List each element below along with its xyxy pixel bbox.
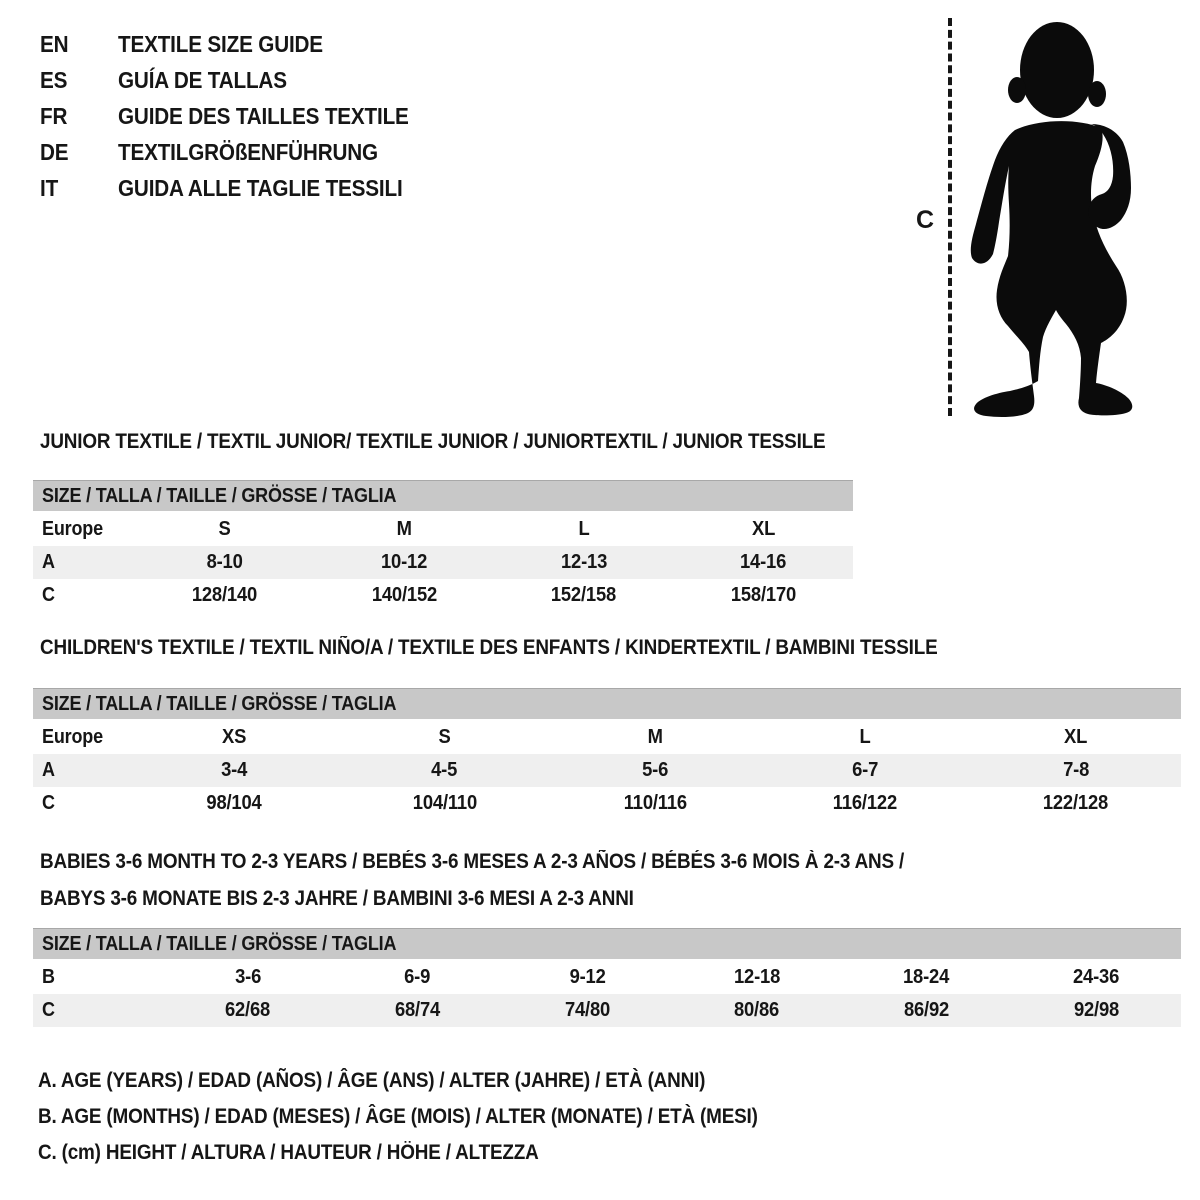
height-cell: 140/152 xyxy=(371,584,437,606)
row-label: C xyxy=(42,584,55,606)
junior-row-height xyxy=(33,579,853,612)
size-header-label: SIZE / TALLA / TAILLE / GRÖSSE / TAGLIA xyxy=(42,933,397,955)
toddler-ear-right xyxy=(1088,81,1106,107)
legend-line-a: A. AGE (YEARS) / EDAD (AÑOS) / ÂGE (ANS) / ALTER (JAHRE) / ETÀ (ANNI) xyxy=(38,1069,706,1092)
babies-row-height xyxy=(33,994,1181,1027)
size-cell: XS xyxy=(222,726,247,748)
age-cell: 6-7 xyxy=(852,759,879,781)
height-cell: 80/86 xyxy=(734,999,780,1021)
toddler-body xyxy=(971,121,1132,417)
toddler-head xyxy=(1020,22,1094,118)
babies-heading-line1: BABIES 3-6 MONTH TO 2-3 YEARS / BEBÉS 3-6 MESES A 2-3 AÑOS / BÉBÉS 3-6 MOIS À 2-3 ANS / xyxy=(40,850,905,873)
height-cell: 122/128 xyxy=(1043,792,1109,814)
title-row-it xyxy=(40,170,441,206)
language-code-it: IT xyxy=(40,174,59,201)
months-cell: 3-6 xyxy=(234,966,261,988)
months-cell: 24-36 xyxy=(1073,966,1120,988)
legend-line-c: C. (cm) HEIGHT / ALTURA / HAUTEUR / HÖHE / ALTEZZA xyxy=(38,1141,539,1164)
size-cell: M xyxy=(647,726,663,748)
age-cell: 14-16 xyxy=(740,551,787,573)
size-header-label: SIZE / TALLA / TAILLE / GRÖSSE / TAGLIA xyxy=(42,485,397,507)
age-cell: 10-12 xyxy=(381,551,428,573)
row-label: B xyxy=(42,966,55,988)
row-label: Europe xyxy=(42,726,103,748)
height-cell: 110/116 xyxy=(623,792,687,814)
size-cell: S xyxy=(218,518,231,540)
babies-row-months xyxy=(33,961,1181,994)
age-cell: 8-10 xyxy=(206,551,243,573)
size-cell: XL xyxy=(751,518,775,540)
junior-size-header-bar xyxy=(33,480,853,511)
height-cell: 104/110 xyxy=(412,792,477,814)
height-cell: 116/122 xyxy=(833,792,898,814)
junior-row-age xyxy=(33,546,853,579)
guide-title-es: GUÍA DE TALLAS xyxy=(118,66,287,93)
title-row-fr xyxy=(40,98,441,134)
children-row-europe xyxy=(33,721,1181,754)
title-row-en xyxy=(40,26,441,62)
height-cell: 68/74 xyxy=(394,999,441,1021)
children-row-height xyxy=(33,787,1181,820)
title-language-list xyxy=(40,26,441,206)
months-cell: 6-9 xyxy=(404,966,431,988)
size-cell: M xyxy=(396,518,412,540)
row-label: C xyxy=(42,999,55,1021)
language-code-en: EN xyxy=(40,30,69,57)
babies-heading-line2: BABYS 3-6 MONATE BIS 2-3 JAHRE / BAMBINI 3-6 MESI A 2-3 ANNI xyxy=(40,887,634,910)
size-header-label: SIZE / TALLA / TAILLE / GRÖSSE / TAGLIA xyxy=(42,693,397,715)
size-cell: S xyxy=(438,726,451,748)
height-cell: 128/140 xyxy=(192,584,258,606)
toddler-silhouette-image xyxy=(953,14,1143,419)
babies-size-table xyxy=(33,928,1181,1027)
junior-section-heading: JUNIOR TEXTILE / TEXTIL JUNIOR/ TEXTILE JUNIOR / JUNIORTEXTIL / JUNIOR TESSILE xyxy=(40,430,826,453)
language-code-de: DE xyxy=(40,138,69,165)
guide-title-fr: GUIDE DES TAILLES TEXTILE xyxy=(118,102,409,129)
size-cell: XL xyxy=(1064,726,1088,748)
age-cell: 5-6 xyxy=(641,759,669,781)
size-cell: L xyxy=(578,518,590,540)
height-cell: 152/158 xyxy=(551,584,617,606)
height-cell: 92/98 xyxy=(1073,999,1119,1021)
height-measure-dashed-line xyxy=(948,18,952,416)
age-cell: 4-5 xyxy=(431,759,458,781)
language-code-es: ES xyxy=(40,66,68,93)
title-row-es xyxy=(40,62,441,98)
height-cell: 98/104 xyxy=(206,792,262,814)
measurement-legend xyxy=(38,1063,838,1171)
age-cell: 3-4 xyxy=(221,759,248,781)
guide-title-it: GUIDA ALLE TAGLIE TESSILI xyxy=(118,174,403,201)
size-cell: L xyxy=(859,726,871,748)
language-code-fr: FR xyxy=(40,102,68,129)
title-row-de xyxy=(40,134,441,170)
height-cell: 62/68 xyxy=(225,999,271,1021)
months-cell: 9-12 xyxy=(569,966,606,988)
children-size-header-bar xyxy=(33,688,1181,719)
height-cell: 158/170 xyxy=(730,584,796,606)
age-cell: 7-8 xyxy=(1062,759,1089,781)
children-row-age xyxy=(33,754,1181,787)
junior-row-europe xyxy=(33,513,853,546)
months-cell: 18-24 xyxy=(903,966,950,988)
height-cell: 74/80 xyxy=(564,999,610,1021)
height-measure-label: C xyxy=(916,206,935,234)
age-cell: 12-13 xyxy=(560,551,607,573)
guide-title-de: TEXTILGRÖßENFÜHRUNG xyxy=(118,138,378,165)
height-cell: 86/92 xyxy=(903,999,950,1021)
toddler-ear-left xyxy=(1008,77,1026,103)
children-section-heading: CHILDREN'S TEXTILE / TEXTIL NIÑO/A / TEXTILE DES ENFANTS / KINDERTEXTIL / BAMBINI TESSILE xyxy=(40,636,938,659)
row-label: Europe xyxy=(42,518,103,540)
legend-line-b: B. AGE (MONTHS) / EDAD (MESES) / ÂGE (MOIS) / ALTER (MONATE) / ETÀ (MESI) xyxy=(38,1105,758,1128)
babies-section-heading xyxy=(40,843,1000,917)
children-size-table xyxy=(33,688,1181,820)
row-label: A xyxy=(42,551,55,573)
babies-size-header-bar xyxy=(33,928,1181,959)
junior-size-table xyxy=(33,480,853,612)
row-label: C xyxy=(42,792,55,814)
row-label: A xyxy=(42,759,55,781)
months-cell: 12-18 xyxy=(733,966,780,988)
guide-title-en: TEXTILE SIZE GUIDE xyxy=(118,30,323,57)
